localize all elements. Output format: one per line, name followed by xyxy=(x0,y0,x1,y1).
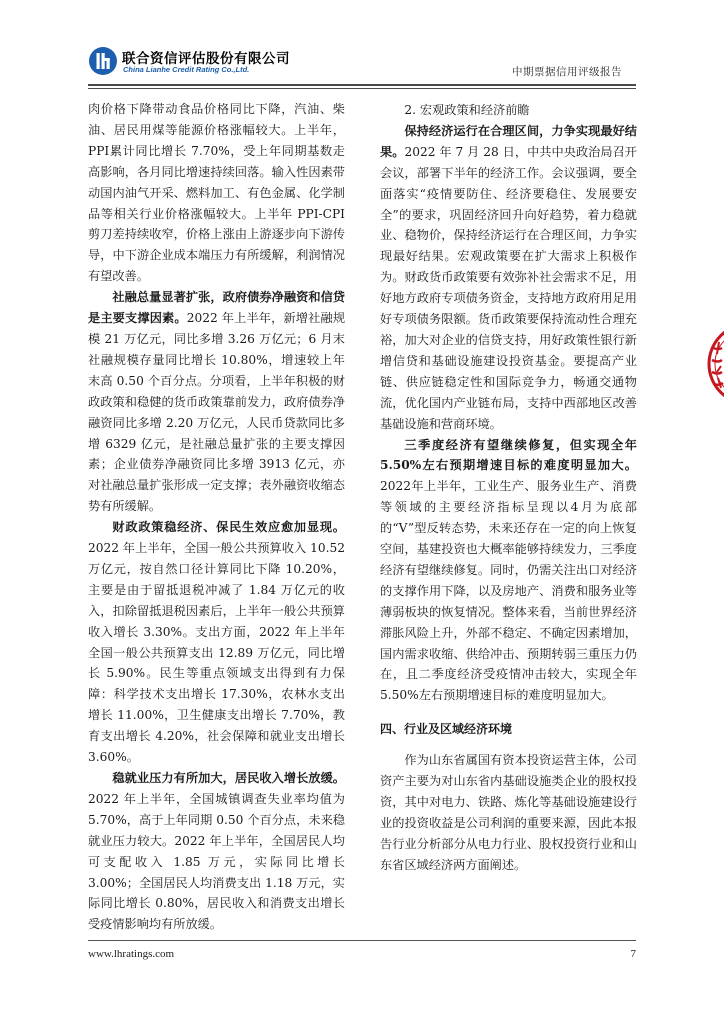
paragraph-text: 2022 年上半年，全国一般公共预算收入 10.52 万亿元，按自然口径计算同比下降 10.20%，主要是由于留抵退税冲减了 1.84 万亿元的收入，扣除留抵退税因素后，上半年一般公共预算收入增长 3.30%。支出方面，2022 年上半年全国一般公共预算支出 12.89 万亿元，同比增长 5.90%。民生等重点领域支出得到有力保障：科学技术支出增长 17.30%，农林水支出增长 11.00%，卫生健康支出增长 7.70%，教育支出增长 4.20%，社会保障和就业支出增长 3.60%。 xyxy=(88,541,345,765)
paragraph xyxy=(380,435,637,707)
seal-stamp-icon xyxy=(703,318,724,410)
footer-rule xyxy=(88,940,636,941)
paragraph-text: 2022年上半年，工业生产、服务业生产、消费等领域的主要经济指标呈现以4月为底部的“V”型反转态势，未来还存在一定的向上恢复空间，基建投资也大概率能够持续发力，三季度经济有望继续修复。同时，仍需关注出口对经济的支撑作用下降，以及房地产、消费和服务业等薄弱板块的恢复情况。整体来看，当前世界经济滞胀风险上升，外部不稳定、不确定因素增加，国内需求收缩、供给冲击、预期转弱三重压力仍在，且二季度经济受疫情冲击较大，实现全年5.50%左右预期增速目标的难度明显加大。 xyxy=(380,479,637,703)
left-column xyxy=(88,99,345,935)
paragraph xyxy=(88,768,345,935)
page-number: 7 xyxy=(630,948,636,960)
paragraph-lead: 保持经济运行在合理区间，力争实现最好结果。 xyxy=(380,123,637,159)
paragraph-lead: 财政政策稳经济、保民生效应愈加显现。 xyxy=(112,520,345,535)
paragraph-lead: 稳就业压力有所加大，居民收入增长放缓。 xyxy=(112,771,345,785)
spacer xyxy=(380,706,637,719)
company-logo-icon xyxy=(88,46,118,76)
paragraph: 作为山东省属国有资本投资运营主体，公司资产主要为对山东省内基础设施类企业的股权投资，其中对电力、铁路、炼化等基础设施建设行业的投资收益是公司利润的重要来源，因此本报告行业分析部分从电力行业、股权投资行业和山东省区域经济两方面阐述。 xyxy=(380,753,637,872)
company-name-en: China Lianhe Credit Rating Co.,Ltd. xyxy=(123,65,250,74)
paragraph xyxy=(88,517,345,768)
header-rule-thin xyxy=(88,88,636,89)
paragraph-text: 2022 年上半年，新增社融规模 21 万亿元，同比多增 3.26 万亿元；6 月末社融规模存量同比增长 10.80%，增速较上年末高 0.50 个百分点。分项看，上半年积极的财政政策和稳健的货币政策靠前发力，政府债券净融资同比多增 2.20 万亿元，人民币贷款同比多增 6329 亿元，是社融总量扩张的主要支撑因素；企业债券净融资同比多增 3913 亿元，亦对社融总量扩张形成一定支撑；表外融资收缩态势有所缓解。 xyxy=(88,311,346,514)
header-rule xyxy=(88,84,636,86)
footer-url: www.lhratings.com xyxy=(88,948,175,960)
section-heading: 四、行业及区域经济环境 xyxy=(380,722,513,737)
paragraph-lead: 三季度经济有望继续修复，但实现全年 5.50%左右预期增速目标的难度明显加大。 xyxy=(380,437,637,473)
report-title: 中期票据信用评级报告 xyxy=(512,66,622,78)
paragraph-text: 2022 年 7 月 28 日，中共中央政治局召开会议，部署下半年的经济工作。会议强调，要全面落实“疫情要防住、经济要稳住、发展要安全”的要求，巩固经济回升向好趋势，着力稳就业、稳物价，保持经济运行在合理区间，力争实现最好结果。宏观政策要在扩大需求上积极作为。财政货币政策要有效弥补社会需求不足，用好地方政府专项债务资金，支持地方政府用足用好专项债务限额。货币政策要保持流动性合理充裕，加大对企业的信贷支持，用好政策性银行新增信贷和基础设施建设投资基金。要提高产业链、供应链稳定性和国际竞争力，畅通交通物流，优化国内产业链布局，支持中西部地区改善基础设施和营商环境。 xyxy=(380,144,637,431)
paragraph-lead: 社融总量显著扩张，政府债券净融资和信贷是主要支撑因素。 xyxy=(88,290,345,326)
paragraph: 肉价格下降带动食品价格同比下降，汽油、柴油、居民用煤等能源价格涨幅较大。上半年，PPI累计同比增长 7.70%，受上年同期基数走高影响，各月同比增速持续回落。输入性因素带动国内油气开采、燃料加工、有色金属、化学制品等相关行业价格涨幅较大。上半年 PPI-CPI 剪刀差持续收窄，价格上涨由上游逐步向下游传导，中下游企业成本端压力有所缓解，利润情况有望改善。 xyxy=(88,102,345,284)
paragraph-text: 2022 年上半年，全国城镇调查失业率均值为 5.70%，高于上年同期 0.50 个百分点，未来稳就业压力较大。2022 年上半年，全国居民人均可支配收入 1.85 万元，实际同比增长 3.00%；全国居民人均消费支出 1.18 万元，实际同比增长 0.80%，居民收入和消费支出增长受疫情影响均有所放缓。 xyxy=(88,791,345,932)
right-column xyxy=(380,99,637,876)
paragraph xyxy=(88,287,345,517)
paragraph xyxy=(380,121,637,435)
company-name-cn: 联合资信评估股份有限公司 xyxy=(122,51,290,67)
section-heading: 2. 宏观政策和经济前瞻 xyxy=(404,103,530,117)
